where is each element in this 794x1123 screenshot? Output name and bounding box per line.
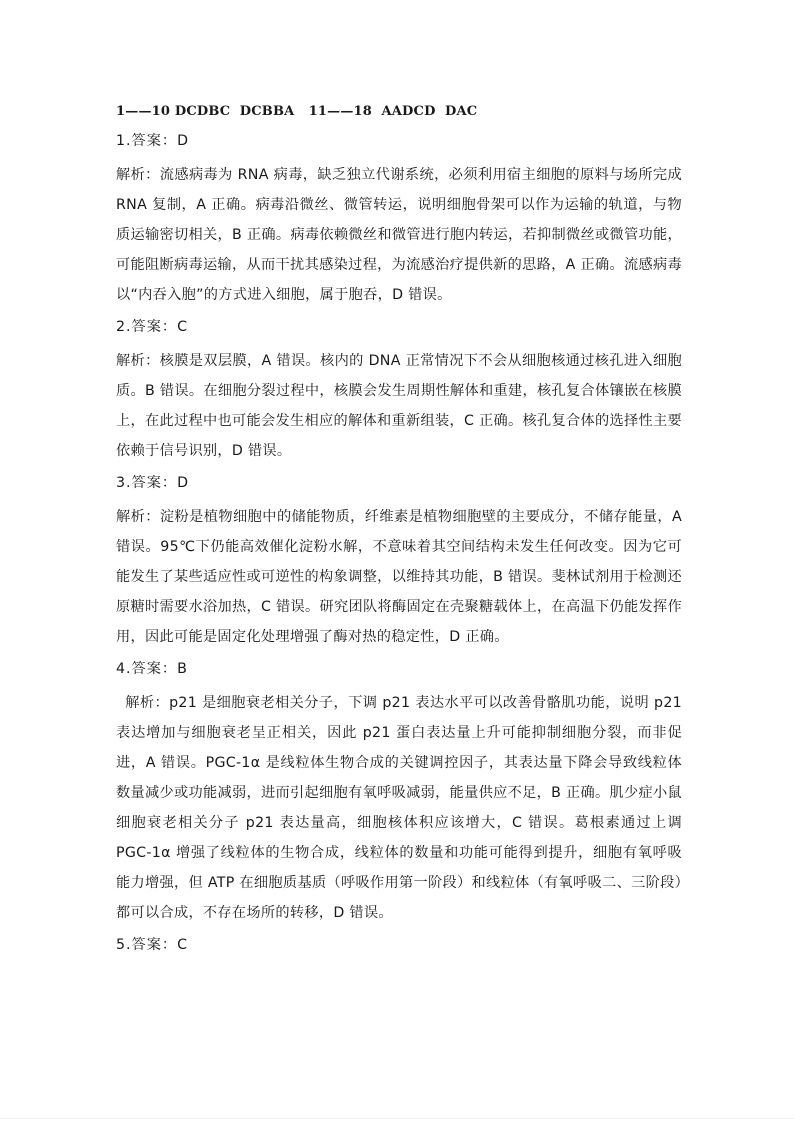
answer-key-line: 1——10 DCDBC DCBBA 11——18 AADCD DAC [116, 104, 478, 119]
answer-content [116, 100, 682, 964]
answer-5: 5.答案：C [116, 937, 189, 953]
answer-3: 3.答案：D [116, 475, 190, 491]
explanation-4: 解析：p21 是细胞衰老相关分子，下调 p21 表达水平可以改善骨骼肌功能，说明 p21 表达增加与细胞衰老呈正相关，因此 p21 蛋白表达量上升可能抑制细胞分裂，而非促进，A 错误。PGC-1α 是线粒体生物合成的关键调控因子，其表达量下降会导致线粒体数量减少或功能减弱，进而引起细胞有氧呼吸减弱，能量供应不足，B 正确。肌少症小鼠细胞衰老相关分子 p21 表达量高，细胞核体积应该增大，C 错误。葛根素通过上调 PGC-1α 增强了线粒体的生物合成，线粒体的数量和功能可能得到提升，细胞有氧呼吸能力增强，但 ATP 在细胞质基质（呼吸作用第一阶段）和线粒体（有氧呼吸二、三阶段）都可以合成，不存在场所的转移，D 错误。 [116, 695, 682, 921]
explanation-3: 解析：淀粉是植物细胞中的储能物质，纤维素是植物细胞壁的主要成分，不储存能量，A 错误。95℃下仍能高效催化淀粉水解，不意味着其空间结构未发生任何改变。因为它可能发生了某些适应性或可逆性的构象调整，以维持其功能，B 错误。斐林试剂用于检测还原糖时需要水浴加热，C 错误。研究团队将酶固定在壳聚糖载体上，在高温下仍能发挥作用，因此可能是固定化处理增强了酶对热的稳定性，D 正确。 [116, 509, 682, 645]
answer-4: 4.答案：B [116, 661, 188, 677]
answer-2: 2.答案：C [116, 319, 189, 335]
explanation-2: 解析：核膜是双层膜，A 错误。核内的 DNA 正常情况下不会从细胞核通过核孔进入细胞质。B 错误。在细胞分裂过程中，核膜会发生周期性解体和重建，核孔复合体镶嵌在核膜上，在此过程中也可能会发生相应的解体和重新组装，C 正确。核孔复合体的选择性主要依赖于信号识别，D 错误。 [116, 353, 682, 459]
page-bottom-edge [0, 1118, 794, 1119]
answer-1: 1.答案：D [116, 133, 190, 149]
explanation-1: 解析：流感病毒为 RNA 病毒，缺乏独立代谢系统，必须利用宿主细胞的原料与场所完成 RNA 复制，A 正确。病毒沿微丝、微管转运，说明细胞骨架可以作为运输的轨道，与物质运输密切相关，B 正确。病毒依赖微丝和微管进行胞内转运，若抑制微丝或微管功能，可能阻断病毒运输，从而干扰其感染过程，为流感治疗提供新的思路，A 正确。流感病毒以“内吞入胞”的方式进入细胞，属于胞吞，D 错误。 [116, 167, 682, 303]
